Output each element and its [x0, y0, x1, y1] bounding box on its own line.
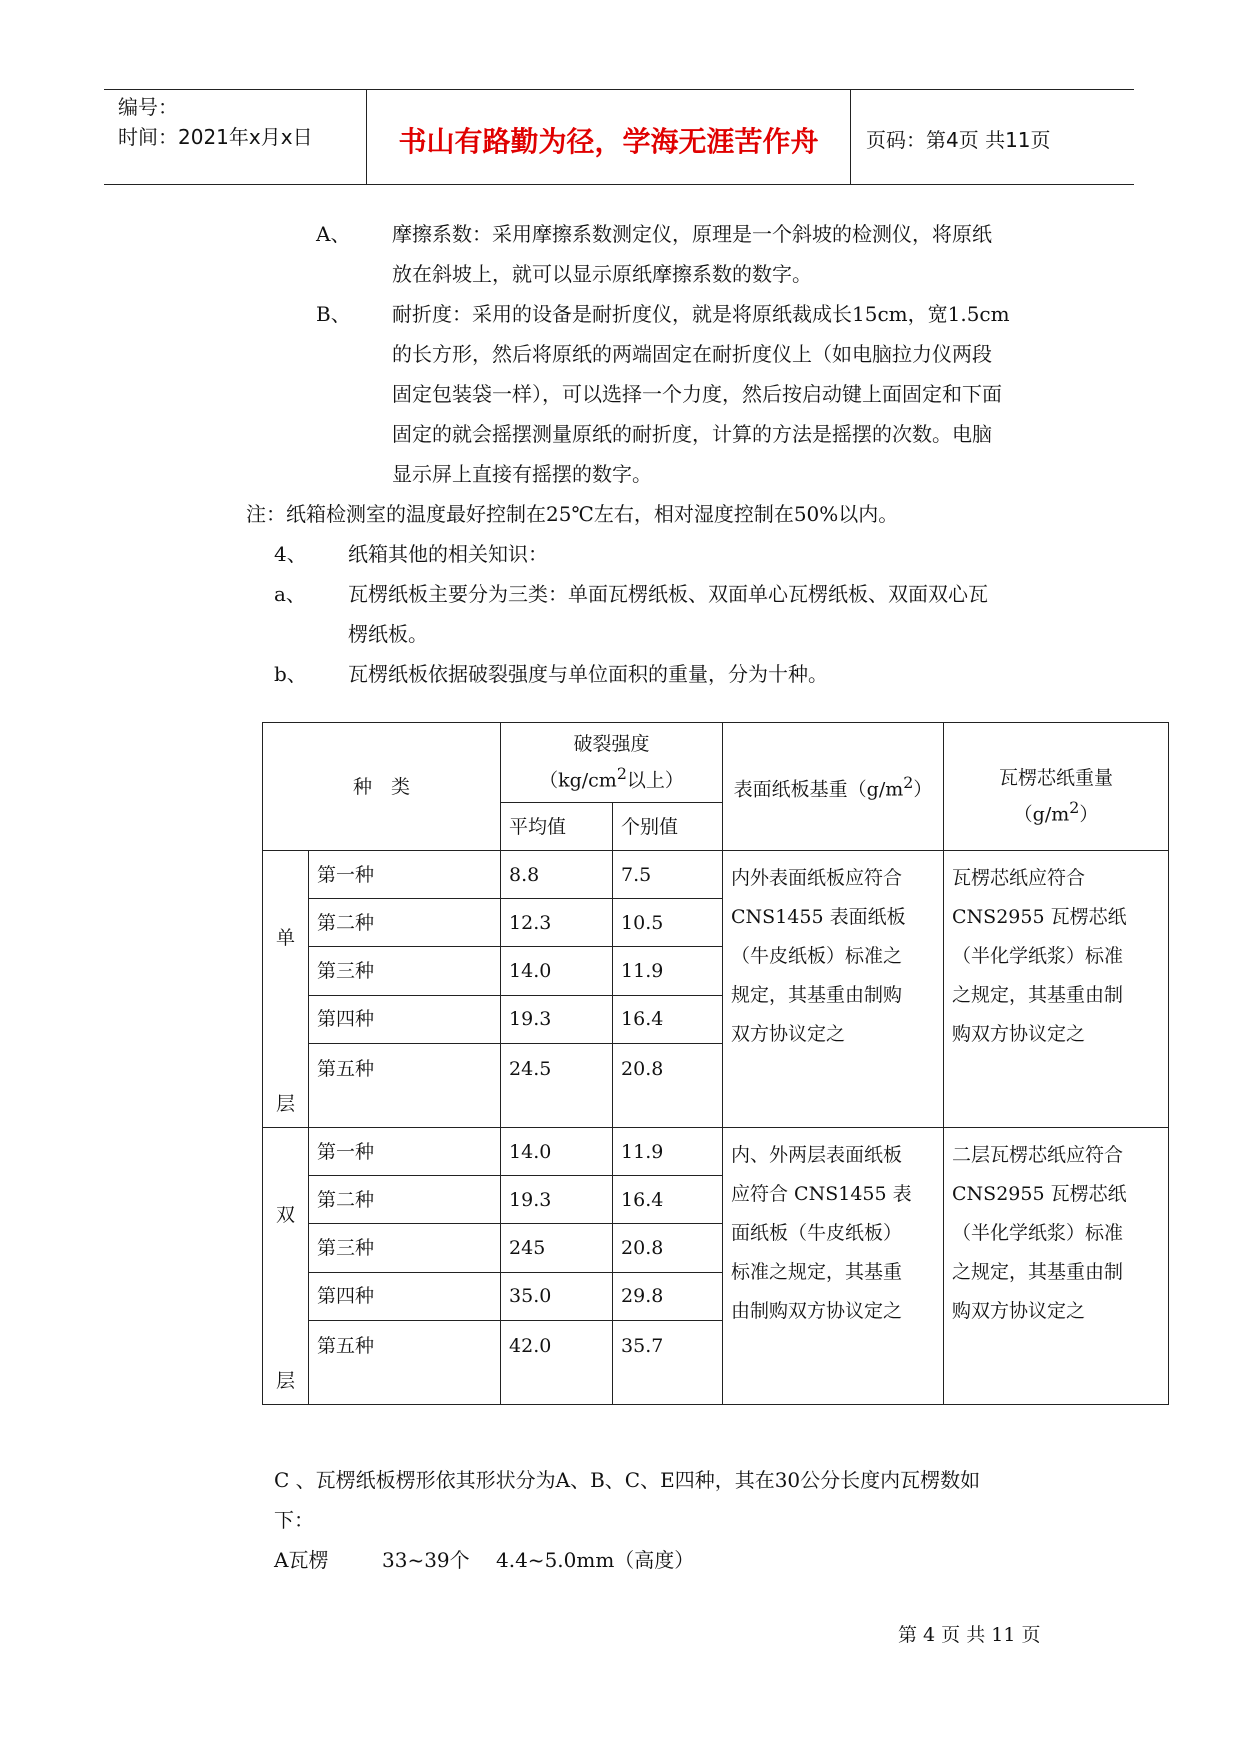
kind-cell: 第一种 [309, 1128, 501, 1176]
header-slogan: 书山有路勤为径，学海无涯苦作舟 [398, 125, 819, 158]
avg-cell: 8.8 [501, 851, 613, 899]
header-surface-weight [723, 723, 944, 851]
section4-b-text: 瓦楞纸板依据破裂强度与单位面积的重量，分为十种。 [348, 662, 828, 686]
desc-line: 规定，其基重由制购 [731, 984, 903, 1006]
header-page-label: 页码：第4页 共11页 [866, 128, 1051, 152]
desc-line: 应符合 CNS1455 表 [731, 1183, 912, 1205]
item-b-label: B、 [316, 302, 351, 326]
group-label-single [263, 851, 309, 1128]
desc-line: 标准之规定，其基重 [731, 1261, 903, 1283]
kind-cell: 第三种 [309, 1224, 501, 1272]
desc-line: 二层瓦楞芯纸应符合 [952, 1144, 1124, 1166]
note-text: 注：纸箱检测室的温度最好控制在25℃左右，相对湿度控制在50%以内。 [246, 502, 899, 526]
avg-cell: 14.0 [501, 947, 613, 995]
unit-text: 表面纸板基重（g/m [733, 778, 904, 801]
surface-desc-cell [723, 1128, 944, 1405]
avg-cell: 12.3 [501, 899, 613, 947]
unit-text: （kg/cm [539, 769, 617, 792]
group-top-char: 单 [275, 927, 295, 949]
desc-line: CNS2955 瓦楞芯纸 [952, 906, 1127, 928]
desc-line: 瓦楞芯纸应符合 [952, 867, 1086, 889]
header-burst-unit [509, 759, 714, 795]
item-b-line: 固定包装袋一样），可以选择一个力度，然后按启动键上面固定和下面 [392, 382, 1002, 406]
header-core-weight [944, 723, 1169, 851]
core-desc-cell [944, 851, 1169, 1128]
number-label: 编号： [118, 95, 178, 119]
desc-line: CNS1455 表面纸板 [731, 906, 906, 928]
unit-text: ） [913, 778, 933, 801]
indiv-cell: 35.7 [613, 1320, 723, 1404]
unit-text: ） [1079, 803, 1099, 826]
page-footer: 第 4 页 共 11 页 [898, 1624, 1041, 1646]
surface-desc-cell [723, 851, 944, 1128]
group-top-char: 双 [275, 1204, 295, 1226]
unit-superscript: 2 [1069, 798, 1080, 818]
avg-cell: 19.3 [501, 995, 613, 1043]
section4-a-label: a、 [274, 582, 306, 606]
time-label: 时间：2021年x月x日 [118, 125, 313, 149]
group-label-double [263, 1128, 309, 1405]
item-b-line: 显示屏上直接有摇摆的数字。 [392, 462, 652, 486]
header-individual: 个别值 [613, 803, 723, 851]
core-desc-cell [944, 1128, 1169, 1405]
item-b-line: 的长方形，然后将原纸的两端固定在耐折度仪上（如电脑拉力仪两段 [392, 342, 992, 366]
page-header [104, 89, 1134, 185]
kind-cell: 第四种 [309, 995, 501, 1043]
section4-b-label: b、 [274, 662, 307, 686]
desc-line: 购双方协议定之 [952, 1023, 1086, 1045]
unit-superscript: 2 [616, 764, 627, 784]
unit-superscript: 2 [903, 773, 914, 793]
desc-line: 内、外两层表面纸板 [731, 1144, 903, 1166]
avg-cell: 24.5 [501, 1043, 613, 1127]
indiv-cell: 20.8 [613, 1043, 723, 1127]
desc-line: 购双方协议定之 [952, 1300, 1086, 1322]
item-b-line: 耐折度：采用的设备是耐折度仪，就是将原纸裁成长15cm，宽1.5cm [392, 302, 1010, 326]
kind-cell: 第四种 [309, 1272, 501, 1320]
desc-line: 面纸板（牛皮纸板） [731, 1222, 903, 1244]
avg-cell: 42.0 [501, 1320, 613, 1404]
desc-line: 由制购双方协议定之 [731, 1300, 903, 1322]
group-bottom-char: 层 [275, 1093, 295, 1115]
kind-cell: 第三种 [309, 947, 501, 995]
item-a-line: 放在斜坡上，就可以显示原纸摩擦系数的数字。 [392, 262, 812, 286]
header-average: 平均值 [501, 803, 613, 851]
kind-cell: 第二种 [309, 899, 501, 947]
flute-a-count: 33~39个 [382, 1548, 470, 1572]
header-burst-title: 破裂强度 [573, 733, 650, 756]
flute-a-name: A瓦楞 [274, 1548, 329, 1572]
avg-cell: 35.0 [501, 1272, 613, 1320]
desc-line: （半化学纸浆）标准 [952, 945, 1124, 967]
desc-line: 之规定，其基重由制 [952, 984, 1124, 1006]
indiv-cell: 11.9 [613, 947, 723, 995]
header-divider [850, 90, 851, 184]
kind-cell: 第二种 [309, 1176, 501, 1224]
unit-text: 以上） [626, 769, 684, 792]
kind-cell: 第一种 [309, 851, 501, 899]
avg-cell: 245 [501, 1224, 613, 1272]
header-burst-strength [501, 723, 723, 803]
desc-line: 内外表面纸板应符合 [731, 867, 903, 889]
corrugated-spec-table [262, 722, 1169, 1405]
header-left [118, 92, 313, 152]
section4-a-line: 瓦楞纸板主要分为三类：单面瓦楞纸板、双面单心瓦楞纸板、双面双心瓦 [348, 582, 988, 606]
desc-line: CNS2955 瓦楞芯纸 [952, 1183, 1127, 1205]
indiv-cell: 16.4 [613, 1176, 723, 1224]
desc-line: （半化学纸浆）标准 [952, 1222, 1124, 1244]
kind-cell: 第五种 [309, 1043, 501, 1127]
item-a-label: A、 [316, 222, 351, 246]
avg-cell: 14.0 [501, 1128, 613, 1176]
header-kind: 种 类 [263, 723, 501, 851]
desc-line: （牛皮纸板）标准之 [731, 945, 903, 967]
section-c-line: 下： [274, 1508, 314, 1532]
header-core-unit [952, 793, 1160, 829]
section4-title: 纸箱其他的相关知识： [348, 542, 548, 566]
desc-line: 之规定，其基重由制 [952, 1261, 1124, 1283]
header-core-title: 瓦楞芯纸重量 [999, 767, 1114, 790]
group-bottom-char: 层 [275, 1370, 295, 1392]
indiv-cell: 16.4 [613, 995, 723, 1043]
flute-a-height: 4.4~5.0mm（高度） [496, 1548, 695, 1572]
avg-cell: 19.3 [501, 1176, 613, 1224]
indiv-cell: 10.5 [613, 899, 723, 947]
indiv-cell: 29.8 [613, 1272, 723, 1320]
indiv-cell: 7.5 [613, 851, 723, 899]
section-c-line: C 、瓦楞纸板楞形依其形状分为A、B、C、E四种，其在30公分长度内瓦楞数如 [274, 1468, 981, 1492]
item-b-line: 固定的就会摇摆测量原纸的耐折度，计算的方法是摇摆的次数。电脑 [392, 422, 992, 446]
indiv-cell: 20.8 [613, 1224, 723, 1272]
indiv-cell: 11.9 [613, 1128, 723, 1176]
desc-line: 双方协议定之 [731, 1023, 846, 1045]
section4-label: 4、 [274, 542, 307, 566]
section4-a-line: 楞纸板。 [348, 622, 428, 646]
item-a-line: 摩擦系数：采用摩擦系数测定仪，原理是一个斜坡的检测仪，将原纸 [392, 222, 992, 246]
unit-text: （g/m [1013, 803, 1070, 826]
kind-cell: 第五种 [309, 1320, 501, 1404]
